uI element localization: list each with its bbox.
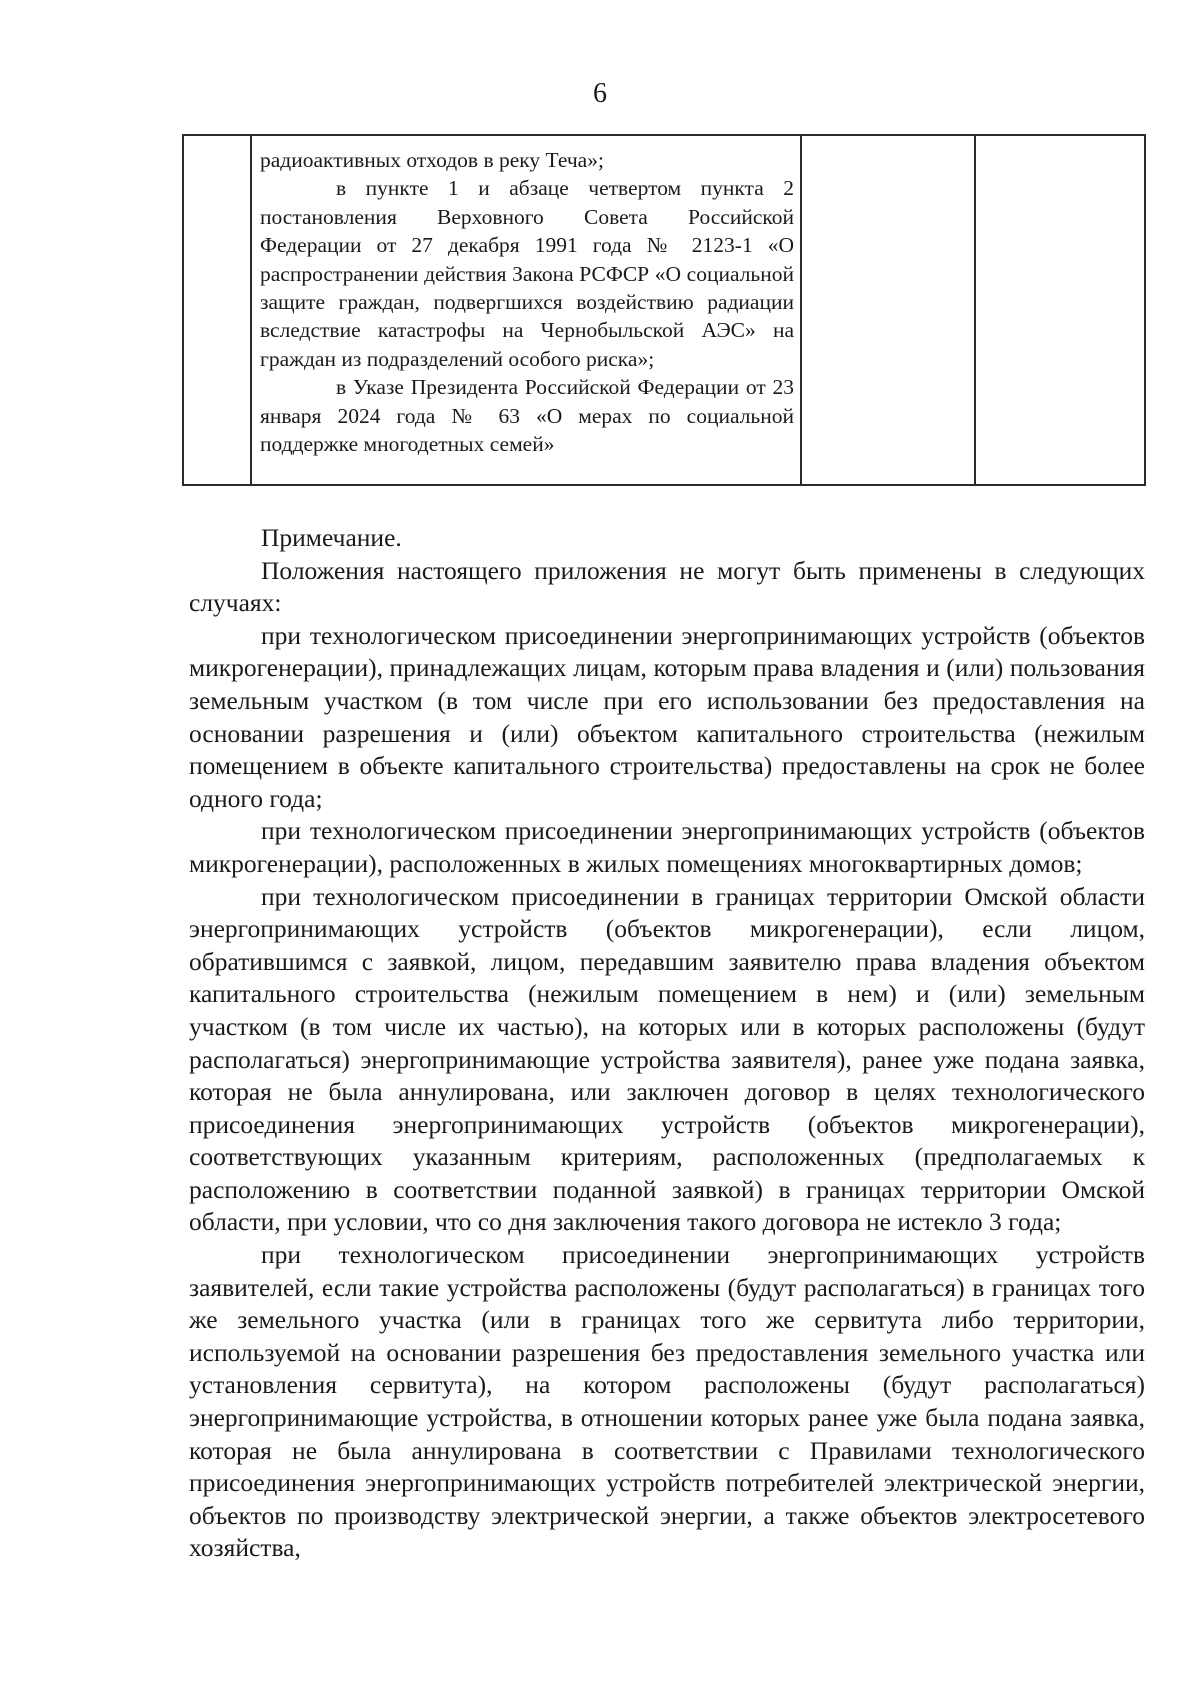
table-cell-number	[183, 135, 251, 485]
note-section	[189, 522, 1145, 1565]
note-paragraph: при технологическом присоединении энергопринимающих устройств заявителей, если такие устройства расположены (будут располагаться) в границах того же земельного участка (или в границах того же сервитута либо территории, используемой на основании разрешения без предоставления земельного участка или установления сервитута), на котором расположены (будут располагаться) энергопринимающие устройства, в отношении которых ранее уже была подана заявка, которая не была аннулирована в соответствии с Правилами технологического присоединения энергопринимающих устройств потребителей электрической энергии, объектов по производству электрической энергии, а также объектов электросетевого хозяйства,	[189, 1240, 1145, 1563]
table-row	[183, 135, 1145, 485]
table-text-paragraph: в Указе Президента Российской Федерации от 23 января 2024 года № 63 «О мерах по социальной поддержке многодетных семей»	[260, 375, 794, 457]
page-number: 6	[593, 78, 607, 109]
table-cell-empty	[975, 135, 1145, 485]
table-cell-empty	[801, 135, 975, 485]
note-heading: Примечание.	[261, 523, 402, 552]
table-text-line: радиоактивных отходов в реку Теча»;	[260, 148, 604, 172]
note-paragraph: при технологическом присоединении в границах территории Омской области энергопринимающих устройств (объектов микрогенерации), если лицом, обратившимся с заявкой, лицом, передавшим заявителю права владения объектом капитального строительства (нежилым помещением в нем) и (или) земельным участком (в том числе их частью), на которых или в которых расположены (будут располагаться) энергопринимающие устройства заявителя), ранее уже подана заявка, которая не была аннулирована, или заключен договор в целях технологического присоединения энергопринимающих устройств (объектов микрогенерации), соответствующих указанным критериям, расположенных (предполагаемых к расположению в соответствии поданной заявкой) в границах территории Омской области, при условии, что со дня заключения такого договора не истекло 3 года;	[189, 881, 1145, 1237]
note-paragraph: при технологическом присоединении энергопринимающих устройств (объектов микрогенерации), принадлежащих лицам, которым права владения и (или) пользования земельным участком (в том числе при его использовании без предоставления на основании разрешения и (или) объектом капитального строительства (нежилым помещением в объекте капитального строительства) предоставлены на срок не более одного года;	[189, 620, 1145, 813]
table-cell-text	[251, 135, 801, 485]
note-paragraph: при технологическом присоединении энергопринимающих устройств (объектов микрогенерации), расположенных в жилых помещениях многоквартирных домов;	[189, 816, 1145, 878]
note-paragraph: Положения настоящего приложения не могут быть применены в следующих случаях:	[189, 555, 1145, 618]
continuation-table	[182, 134, 1146, 486]
table-text-paragraph: в пункте 1 и абзаце четвертом пункта 2 постановления Верховного Совета Российской Федерации от 27 декабря 1991 года № 2123-1 «О распространении действия Закона РСФСР «О социальной защите граждан, подвергшихся воздействию радиации вследствие катастрофы на Чернобыльской АЭС» на граждан из подразделений особого риска»;	[260, 176, 794, 371]
